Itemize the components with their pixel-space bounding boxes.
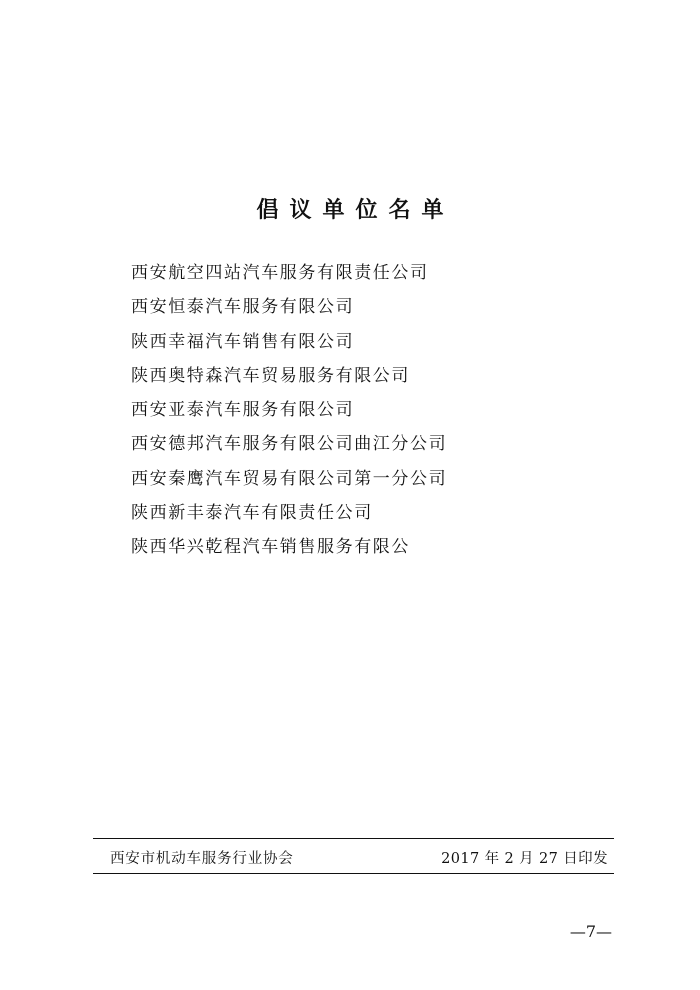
organization-item: 西安航空四站汽车服务有限责任公司 xyxy=(131,263,429,283)
footer-top-divider xyxy=(93,838,614,839)
footer-bottom-divider xyxy=(93,873,614,874)
footer-issuer: 西安市机动车服务行业协会 xyxy=(110,851,294,867)
organization-list xyxy=(131,263,447,572)
organization-item: 陕西新丰泰汽车有限责任公司 xyxy=(131,503,373,524)
organization-item: 陕西幸福汽车销售有限公司 xyxy=(131,331,355,352)
page-number: —7— xyxy=(569,922,612,941)
organization-item: 陕西华兴乾程汽车销售服务有限公 xyxy=(131,537,410,558)
organization-item: 西安德邦汽车服务有限公司曲江分公司 xyxy=(131,434,448,455)
document-title: 倡议单位名单 xyxy=(256,197,455,223)
organization-item: 西安恒泰汽车服务有限公司 xyxy=(131,297,355,318)
organization-item: 西安秦鹰汽车贸易有限公司第一分公司 xyxy=(131,468,448,489)
footer-issue-date: 2017 年 2 月 27 日印发 xyxy=(441,851,608,867)
organization-item: 陕西奥特森汽车贸易服务有限公司 xyxy=(131,365,410,386)
organization-item: 西安亚泰汽车服务有限公司 xyxy=(131,400,355,421)
